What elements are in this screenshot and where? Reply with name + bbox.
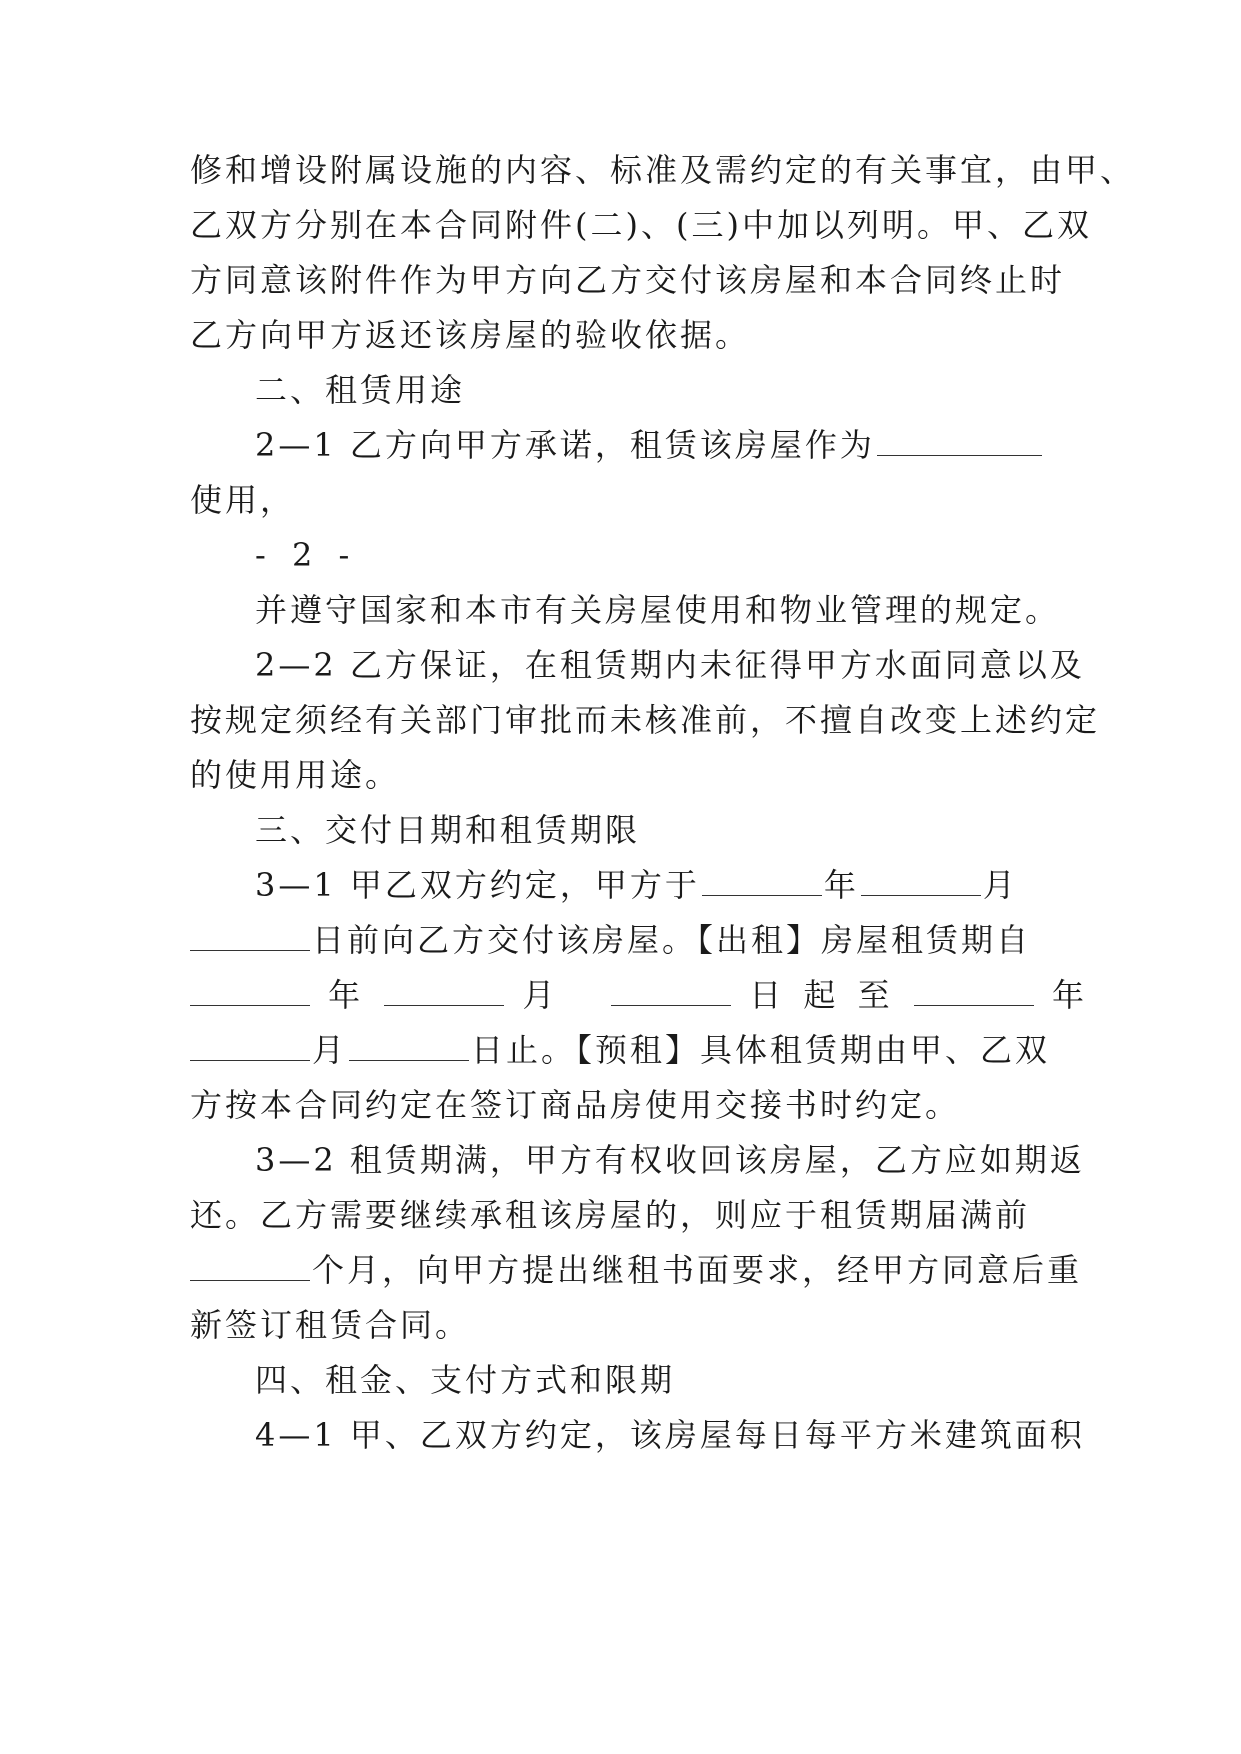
paragraph-line: 乙双方分别在本合同附件(二)、(三)中加以列明。甲、乙双 [190, 206, 1092, 244]
fill-in-blank[interactable] [384, 979, 504, 1006]
clause-text: 3—1 甲乙双方约定，甲方于 [255, 866, 700, 904]
clause-text: 个月，向甲方提出继租书面要求，经甲方同意后重 [312, 1251, 1083, 1289]
unit-year: 年 [1051, 976, 1090, 1014]
unit-month: 月 [982, 866, 1018, 904]
paragraph-line [190, 1250, 1083, 1290]
paragraph-line: 并遵守国家和本市有关房屋使用和物业管理的规定。 [255, 591, 1061, 629]
paragraph-line [190, 920, 1050, 960]
unit-year: 年 [823, 866, 859, 904]
fill-in-blank[interactable] [914, 979, 1034, 1006]
section-heading: 四、租金、支付方式和限期 [255, 1361, 676, 1399]
fill-in-blank[interactable] [190, 979, 310, 1006]
unit-month: 月 [522, 976, 561, 1014]
fill-in-blank[interactable] [702, 869, 822, 896]
paragraph-line: 方按本合同约定在签订商品房使用交接书时约定。 [190, 1086, 961, 1124]
clause-text: 日前向乙方交付该房屋。【出租】房屋租赁期自 [312, 921, 1032, 959]
paragraph-line: 的使用用途。 [190, 756, 401, 794]
clause-3-1 [255, 865, 1050, 905]
fill-in-blank[interactable] [861, 869, 981, 896]
clause-4-1: 4—1 甲、乙双方约定，该房屋每日每平方米建筑面积 [255, 1416, 1085, 1454]
unit-month: 月 [312, 1031, 348, 1069]
clause-text: 日止。【预租】具体租赁期由甲、乙双 [471, 1031, 1051, 1069]
clause-text: 2—1 乙方向甲方承诺，租赁该房屋作为 [255, 426, 875, 464]
paragraph-line: 新签订租赁合同。 [190, 1306, 471, 1344]
paragraph-line: 还。乙方需要继续承租该房屋的，则应于租赁期届满前 [190, 1196, 1031, 1234]
clause-3-2: 3—2 租赁期满，甲方有权收回该房屋，乙方应如期返 [255, 1141, 1085, 1179]
paragraph-line: 修和增设附属设施的内容、标准及需约定的有关事宜，由甲、 [190, 151, 1136, 189]
fill-in-blank[interactable] [611, 979, 731, 1006]
fill-in-blank[interactable] [190, 1254, 310, 1281]
clause-text: 日 起 至 [749, 976, 896, 1014]
paragraph-line: 方同意该附件作为甲方向乙方交付该房屋和本合同终止时 [190, 261, 1066, 299]
paragraph-line [190, 975, 1090, 1015]
unit-year: 年 [328, 976, 367, 1014]
paragraph-line [190, 1030, 1050, 1070]
section-heading: 二、租赁用途 [255, 371, 466, 409]
fill-in-blank[interactable] [190, 924, 310, 951]
fill-in-blank[interactable] [877, 429, 1042, 456]
section-heading: 三、交付日期和租赁期限 [255, 811, 641, 849]
paragraph-line: 按规定须经有关部门审批而未核准前，不擅自改变上述约定 [190, 701, 1101, 739]
clause-2-2: 2—2 乙方保证，在租赁期内未征得甲方水面同意以及 [255, 646, 1085, 684]
clause-2-1 [255, 425, 1050, 465]
fill-in-blank[interactable] [190, 1034, 310, 1061]
paragraph-line: 乙方向甲方返还该房屋的验收依据。 [190, 316, 751, 354]
fill-in-blank[interactable] [349, 1034, 469, 1061]
page-number: - 2 - [255, 536, 358, 574]
paragraph-line: 使用， [190, 481, 296, 519]
